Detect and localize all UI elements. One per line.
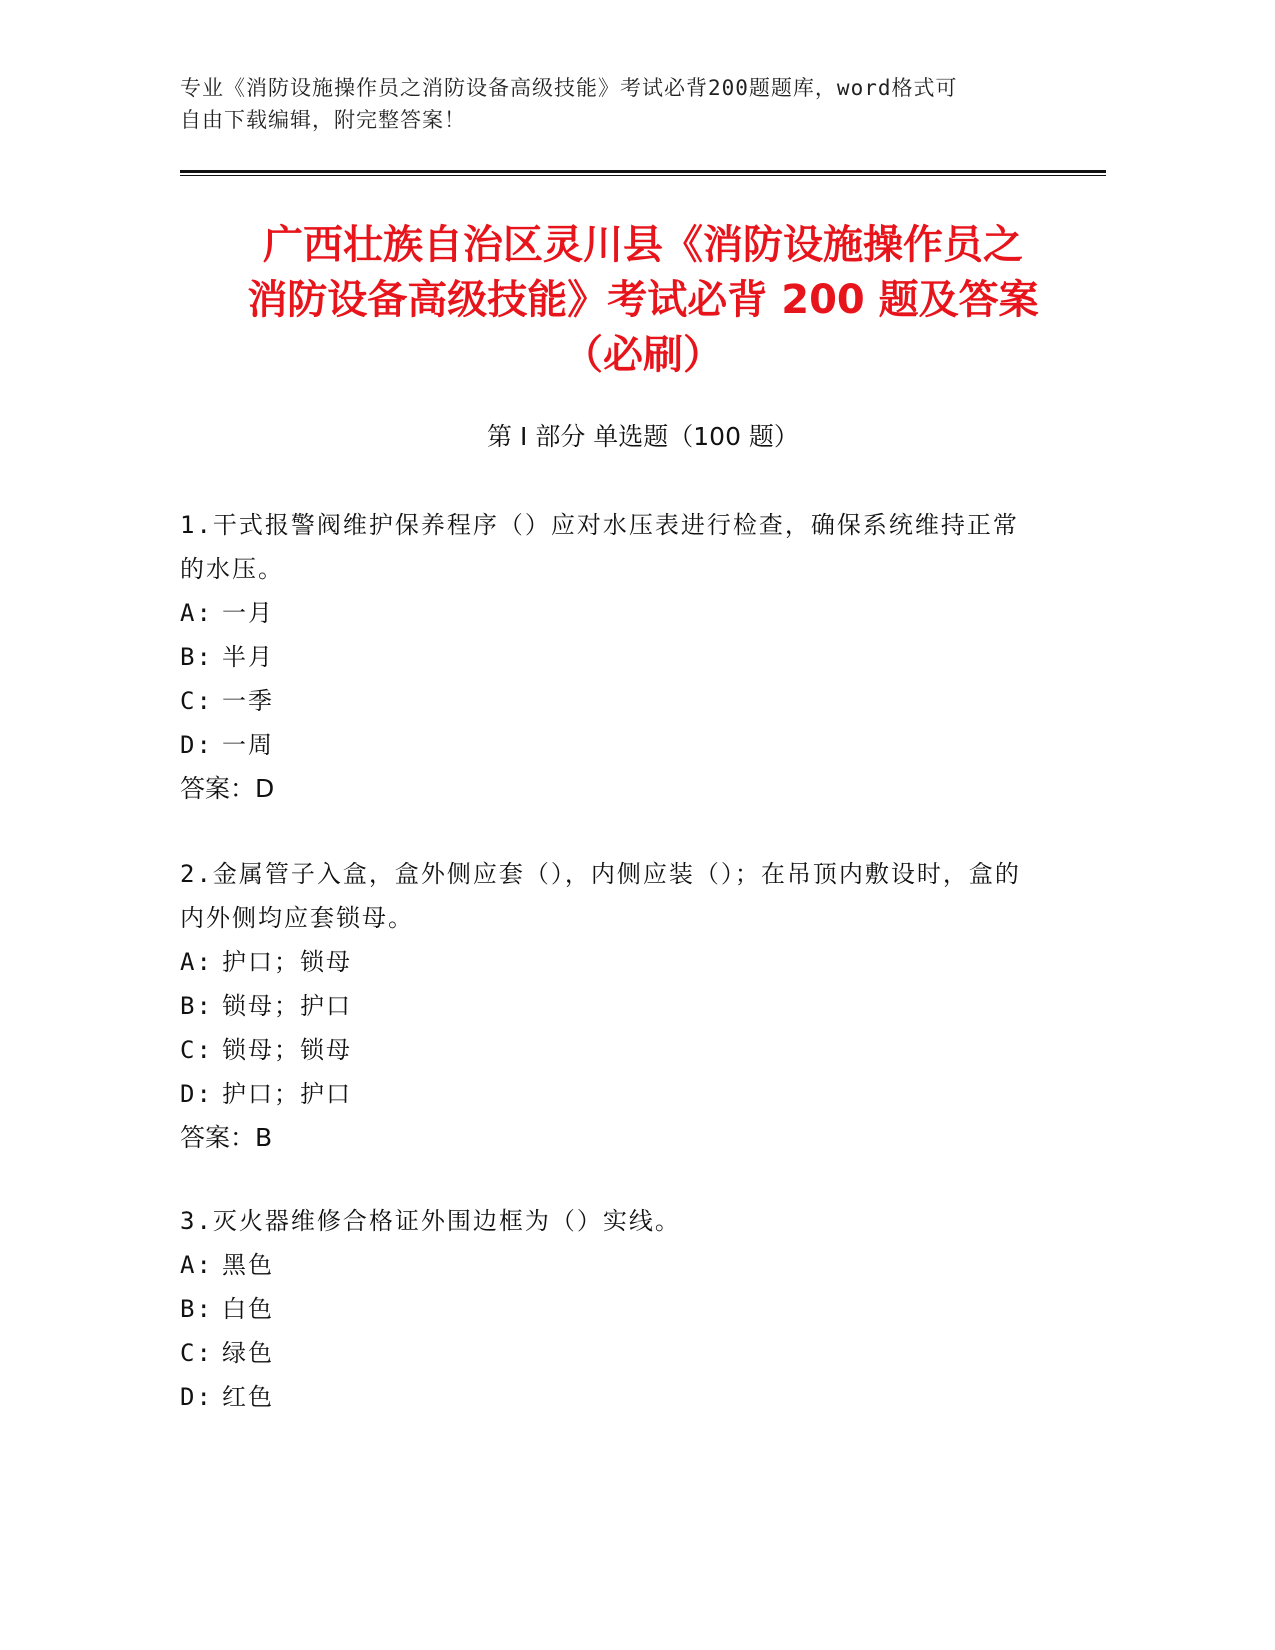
question-stem: 3.灭火器维修合格证外围边框为（）实线。: [180, 1207, 681, 1235]
question-3: [180, 1199, 1040, 1419]
option-text: 半月: [222, 643, 274, 671]
question-1: [180, 503, 1040, 811]
option-key: A:: [180, 599, 213, 627]
option-key: A:: [180, 948, 213, 976]
option-a: [180, 591, 1040, 635]
option-text: 一季: [222, 687, 274, 715]
header-divider-thin: [180, 175, 1106, 176]
option-c: [180, 1331, 1040, 1375]
option-key: A:: [180, 1251, 213, 1279]
header-note-line-1: 专业《消防设施操作员之消防设备高级技能》考试必背200题题库，word格式可: [180, 76, 958, 100]
option-text: 黑色: [222, 1251, 274, 1279]
option-d: [180, 1072, 1040, 1116]
title-line-2: 消防设备高级技能》考试必背 200 题及答案: [247, 277, 1039, 323]
header-divider-thick: [180, 170, 1106, 173]
question-2: [180, 852, 1040, 1160]
option-text: 红色: [222, 1383, 274, 1411]
option-a: [180, 940, 1040, 984]
option-text: 绿色: [222, 1339, 274, 1367]
option-text: 护口；锁母: [222, 948, 352, 976]
title-line-3: （必刷）: [563, 332, 723, 378]
option-a: [180, 1243, 1040, 1287]
header-note-line-2: 自由下载编辑，附完整答案！: [180, 108, 466, 132]
option-key: B:: [180, 1295, 213, 1323]
option-key: C:: [180, 687, 213, 715]
option-b: [180, 984, 1040, 1028]
answer-line: 答案：D: [180, 774, 275, 803]
option-d: [180, 723, 1040, 767]
question-stem: 1.干式报警阀维护保养程序（）应对水压表进行检查，确保系统维持正常的水压。: [180, 511, 1019, 583]
option-key: D:: [180, 1383, 213, 1411]
option-b: [180, 1287, 1040, 1331]
answer-line: 答案：B: [180, 1123, 273, 1152]
option-key: B:: [180, 992, 213, 1020]
option-key: B:: [180, 643, 213, 671]
document-title: [180, 218, 1106, 383]
option-key: D:: [180, 1080, 213, 1108]
option-text: 护口；护口: [222, 1080, 352, 1108]
option-c: [180, 679, 1040, 723]
option-key: C:: [180, 1339, 213, 1367]
option-text: 一周: [222, 731, 274, 759]
option-key: D:: [180, 731, 213, 759]
option-text: 白色: [222, 1295, 274, 1323]
option-b: [180, 635, 1040, 679]
option-text: 锁母；锁母: [222, 1036, 352, 1064]
option-d: [180, 1375, 1040, 1419]
option-key: C:: [180, 1036, 213, 1064]
title-line-1: 广西壮族自治区灵川县《消防设施操作员之: [263, 222, 1023, 268]
section-title: 第 I 部分 单选题（100 题）: [487, 422, 799, 451]
option-text: 锁母；护口: [222, 992, 352, 1020]
header-note: [180, 72, 1040, 136]
option-c: [180, 1028, 1040, 1072]
option-text: 一月: [222, 599, 274, 627]
question-stem: 2.金属管子入盒，盒外侧应套（），内侧应装（）；在吊顶内敷设时，盒的内外侧均应套锁母。: [180, 860, 1021, 932]
